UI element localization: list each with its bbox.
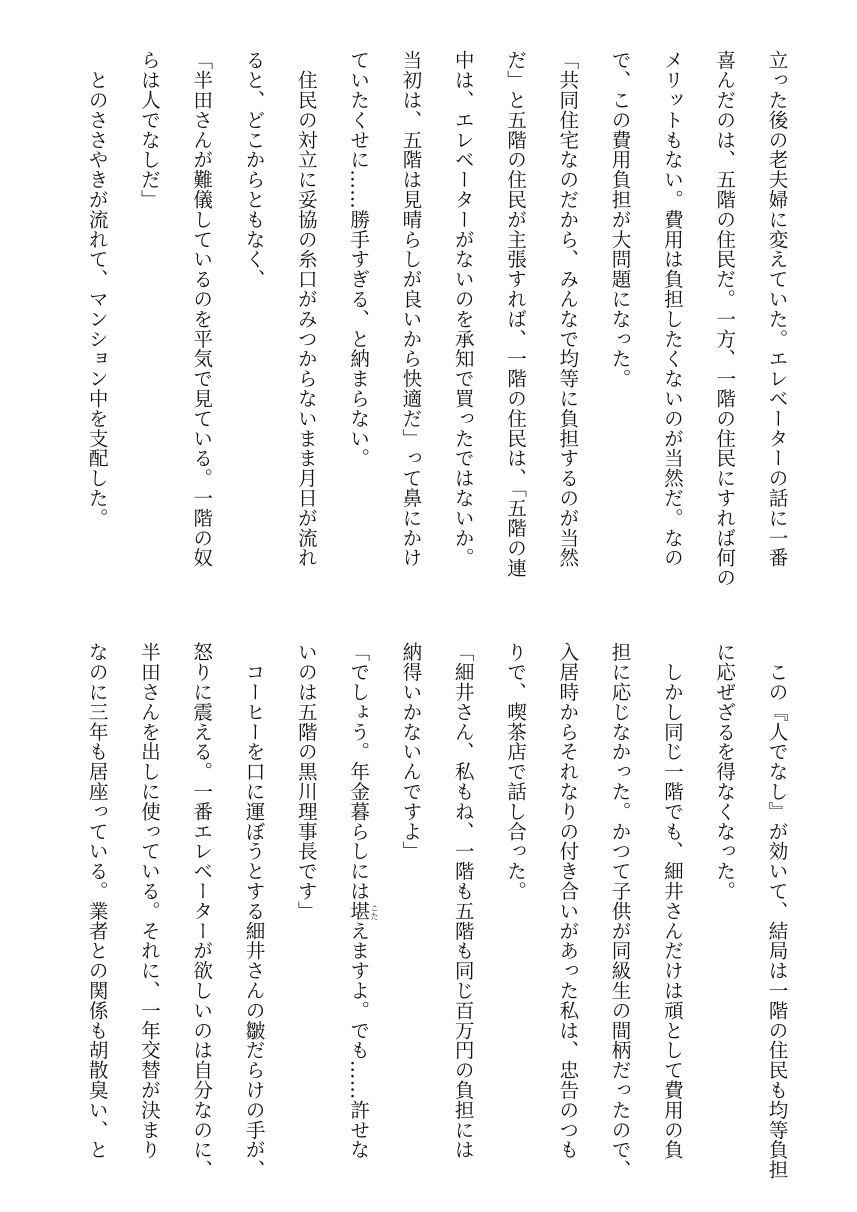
text-line: りで、喫茶店で話し合った。: [503, 642, 527, 901]
text-line: メリットもない。費用は負担したくないのが当然だ。なの: [660, 50, 684, 568]
text-line: 立った後の老夫婦に変えていた。エレベーターの話に一番: [765, 50, 788, 568]
text-line: 「細井さん、私もね、一階も五階も同じ百万円の負担には: [451, 642, 475, 1160]
text-line: いのは五階の黒川理事長です」: [294, 642, 318, 921]
text-line: なのに三年も居座っている。業者との関係も胡散臭い、と: [85, 642, 109, 1160]
text-line: 当初は、五階は見晴らしが良いから快適だ」って鼻にかけ: [398, 50, 422, 568]
text-line: ていたくせに……勝手すぎる、と納まらない。: [346, 50, 370, 468]
text-line: らは人でなしだ」: [137, 50, 161, 210]
text-line: この『人でなし』が効いて、結局は一階の住民も均等負担: [765, 642, 788, 1180]
text-line: 半田さんを出しに使っている。それに、一年交替が決まり: [137, 642, 161, 1160]
text-line: に応ぜざるを得なくなった。: [712, 642, 736, 901]
text-line: で、この費用負担が大問題になった。: [608, 50, 632, 389]
text-line: 担に応じなかった。かつて子供が同級生の間柄だったので、: [608, 642, 632, 1180]
text-line: 住民の対立に妥協の糸口がみつからないまま月日が流れ: [294, 50, 318, 568]
text-line: コーヒーを口に運ぼうとする細井さんの皺だらけの手が、: [242, 642, 266, 1180]
text-line: 中は、エレベーターがないのを承知で買ったではないか。: [451, 50, 475, 568]
text-line: 「半田さんが難儀しているのを平気で見ている。一階の奴: [189, 50, 213, 568]
text-line: しかし同じ一階でも、細井さんだけは頑として費用の負: [660, 642, 684, 1160]
text-line: 「共同住宅なのだから、みんなで均等に負担するのが当然: [555, 50, 579, 568]
furigana-ruby: こた: [370, 904, 379, 920]
text-line: ると、どこからともなく、: [242, 50, 266, 289]
text-line: 喜んだのは、五階の住民だ。一方、一階の住民にすれば何の: [712, 50, 736, 588]
text-line: だ」と五階の住民が主張すれば、一階の住民は、「五階の連: [503, 50, 527, 578]
text-block-lower: [42, 642, 802, 1180]
text-line: 納得いかないんですよ」: [398, 642, 422, 861]
text-line: 入居時からそれなりの付き合いがあった私は、忠告のつも: [555, 642, 579, 1160]
text-line: 怒りに震える。一番エレベーターが欲しいのは自分なのに、: [189, 642, 213, 1180]
text-line: 「でしょう。年金暮らしには堪えますよ。でも……許せな: [346, 642, 370, 1160]
text-block-upper: [42, 50, 802, 588]
text-line: とのささやきが流れて、マンション中を支配した。: [85, 50, 109, 528]
